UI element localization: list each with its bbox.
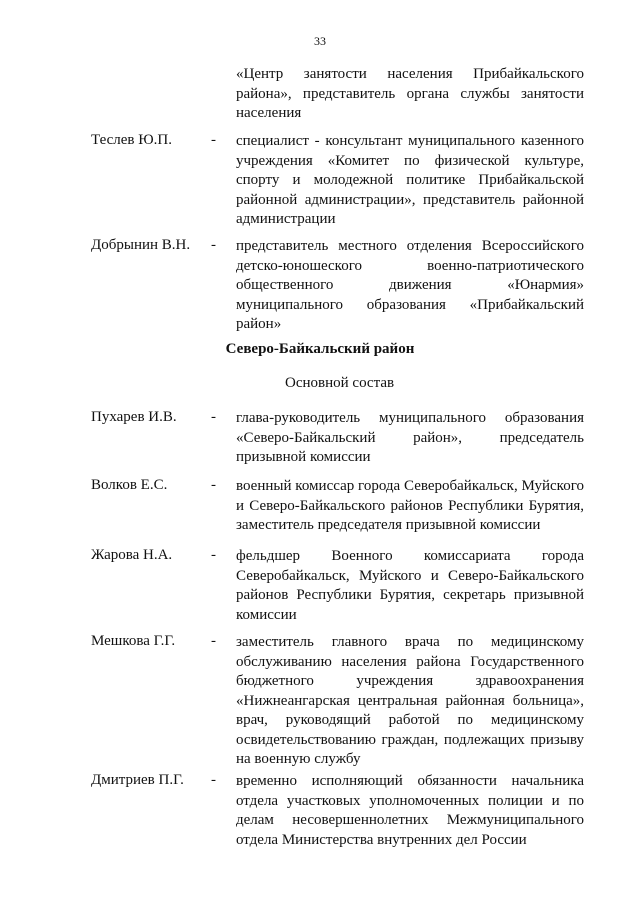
member-name: Дмитриев П.Г. <box>91 772 184 788</box>
page-number: 33 <box>314 34 326 48</box>
member-description: военный комиссар города Северобайкальск, Муйского и Северо-Байкальского районов Республики Бурятия, заместитель председателя призывной комиссии <box>236 478 584 533</box>
member-name: Добрынин В.Н. <box>91 237 191 253</box>
dash-separator: - <box>211 772 216 788</box>
member-name: Пухарев И.В. <box>91 409 177 425</box>
member-description: фельдшер Военного комиссариата города Северобайкальск, Муйского и Северо-Байкальского районов Республики Бурятия, секретарь призывной комиссии <box>236 548 584 623</box>
member-name: Теслев Ю.П. <box>91 132 173 148</box>
subsection-title: Основной состав <box>285 375 395 391</box>
dash-separator: - <box>211 409 216 425</box>
member-name: Волков Е.С. <box>91 477 168 493</box>
member-description: глава-руководитель муниципального образования «Северо-Байкальский район», председатель призывной комиссии <box>236 410 584 465</box>
continuation-text: «Центр занятости населения Прибайкальского района», представитель органа службы занятости населения <box>236 66 584 121</box>
dash-separator: - <box>211 237 216 253</box>
member-name: Мешкова Г.Г. <box>91 633 176 649</box>
member-description: представитель местного отделения Всероссийского детско-юношеского военно-патриотического общественного движения «Юнармия» муниципального образования «Прибайкальский район» <box>236 238 584 332</box>
dash-separator: - <box>211 547 216 563</box>
member-description: заместитель главного врача по медицинскому обслуживанию населения района Государственного бюджетного учреждения здравоохранения «Нижнеангарская центральная районная больница», врач, руководящий работой по медицинскому освидетельствованию граждан, подлежащих призыву на военную службу <box>236 634 584 767</box>
member-description: временно исполняющий обязанности начальника отдела участковых уполномоченных полиции и по делам несовершеннолетних Межмуниципального отдела Министерства внутренних дел России <box>236 773 584 848</box>
section-title: Северо-Байкальский район <box>225 341 415 357</box>
member-name: Жарова Н.А. <box>91 547 173 563</box>
member-description: специалист - консультант муниципального казенного учреждения «Комитет по физической культуре, спорту и молодежной политике Прибайкальской районной администрации», представитель районной администрации <box>236 133 584 227</box>
dash-separator: - <box>211 132 216 148</box>
dash-separator: - <box>211 477 216 493</box>
dash-separator: - <box>211 633 216 649</box>
